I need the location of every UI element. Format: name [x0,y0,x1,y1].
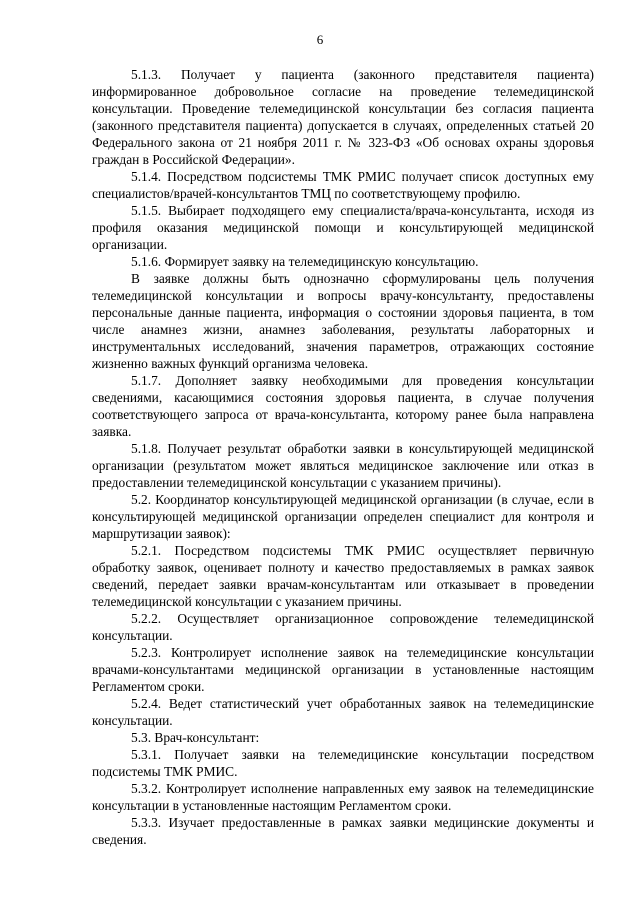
paragraph-5-1-4: 5.1.4. Посредством подсистемы ТМК РМИС получает список доступных ему специалистов/врачей-консультантов ТМЦ по соответствующему профилю. [92,169,594,201]
paragraph-request-content: В заявке должны быть однозначно сформулированы цель получения телемедицинской консультации и вопросы врачу-консультанту, предоставлены персональные данные пациента, информация о состоянии здоровья пациента, в том числе анамнез жизни, анамнез заболевания, результаты лабораторных и инструментальных исследований, значения параметров, отражающих состояние жизненно важных функций организма человека. [92,271,594,371]
paragraph-5-3-2: 5.3.2. Контролирует исполнение направленных ему заявок на телемедицинские консультации в установленные настоящим Регламентом сроки. [92,781,594,813]
paragraph-5-1-6: 5.1.6. Формирует заявку на телемедицинскую консультацию. [131,254,479,269]
paragraph-5-1-5: 5.1.5. Выбирает подходящего ему специалиста/врача-консультанта, исходя из профиля оказания медицинской помощи и консультирующей медицинской организации. [92,203,594,252]
paragraph-5-2-4: 5.2.4. Ведет статистический учет обработанных заявок на телемедицинские консультации. [92,696,594,728]
document-body [92,66,594,848]
paragraph-5-3-1: 5.3.1. Получает заявки на телемедицинские консультации посредством подсистемы ТМК РМИС. [92,747,594,779]
paragraph-5-2-3: 5.2.3. Контролирует исполнение заявок на телемедицинские консультации врачами-консультантами медицинской организации в установленные настоящим Регламентом сроки. [92,645,594,694]
paragraph-5-1-7: 5.1.7. Дополняет заявку необходимыми для проведения консультации сведениями, касающимися состояния здоровья пациента, в случае получения соответствующего запроса от врача-консультанта, которому ранее была направлена заявка. [92,373,594,439]
page-number: 6 [316,32,324,47]
paragraph-5-2-1: 5.2.1. Посредством подсистемы ТМК РМИС осуществляет первичную обработку заявок, оценивает полноту и качество предоставляемых в рамках заявок сведений, передает заявки врачам-консультантам или отказывает в проведении телемедицинской консультации с указанием причины. [92,543,594,609]
paragraph-5-3-3: 5.3.3. Изучает предоставленные в рамках заявки медицинские документы и сведения. [92,815,594,847]
paragraph-5-1-8: 5.1.8. Получает результат обработки заявки в консультирующей медицинской организации (результатом может являться медицинское заключение или отказ в предоставлении телемедицинской консультации с указанием причины). [92,441,594,490]
paragraph-5-2: 5.2. Координатор консультирующей медицинской организации (в случае, если в консультирующей медицинской организации определен специалист для контроля и маршрутизации заявок): [92,492,594,541]
paragraph-5-1-3: 5.1.3. Получает у пациента (законного представителя пациента) информированное добровольное согласие на проведение телемедицинской консультации. Проведение телемедицинской консультации без согласия пациента (законного представителя пациента) допускается в случаях, определенных статьей 20 Федерального закона от 21 ноября 2011 г. № 323-ФЗ «Об основах охраны здоровья граждан в Российской Федерации». [92,67,594,167]
paragraph-5-2-2: 5.2.2. Осуществляет организационное сопровождение телемедицинской консультации. [92,611,594,643]
paragraph-5-3: 5.3. Врач-консультант: [131,730,260,745]
